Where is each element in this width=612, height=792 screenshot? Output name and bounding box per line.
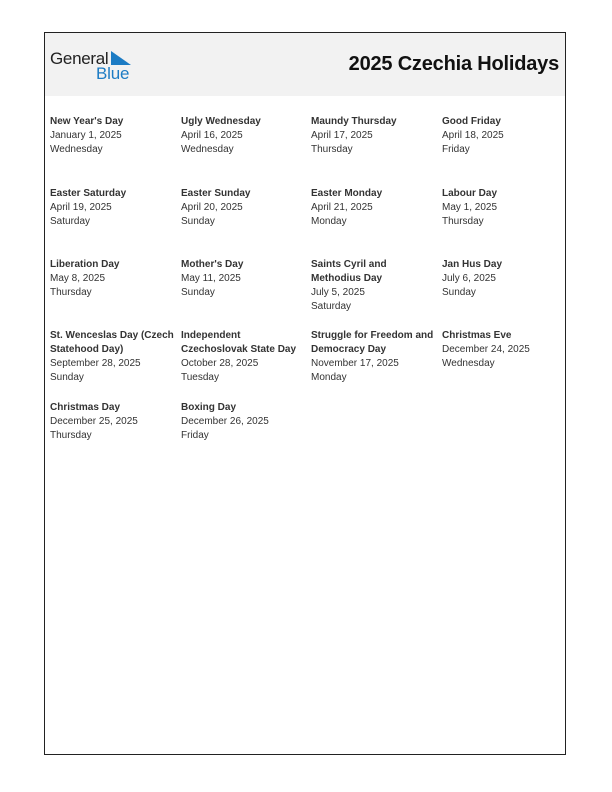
holiday-weekday: Thursday (442, 216, 484, 227)
holiday-weekday: Thursday (50, 287, 92, 298)
holiday-item (442, 329, 562, 371)
holiday-weekday: Friday (442, 144, 470, 155)
holiday-name: Saints Cyril and Methodius Day (311, 259, 387, 284)
holiday-date: November 17, 2025 (311, 358, 399, 369)
holiday-item (181, 187, 309, 229)
holiday-name: Liberation Day (50, 259, 120, 270)
holiday-date: April 17, 2025 (311, 130, 373, 141)
holiday-name: Easter Monday (311, 188, 383, 199)
holiday-name: Independent Czechoslovak State Day (181, 330, 297, 355)
holiday-date: July 5, 2025 (311, 287, 365, 298)
page-title: 2025 Czechia Holidays (348, 53, 559, 75)
holiday-item (50, 187, 178, 229)
holiday-item (50, 401, 178, 443)
holiday-name: Jan Hus Day (442, 259, 503, 270)
holiday-item (50, 115, 178, 157)
holiday-weekday: Thursday (311, 144, 353, 155)
page-frame (44, 32, 566, 755)
holiday-item (181, 329, 305, 385)
holiday-item (442, 258, 570, 300)
holiday-date: April 21, 2025 (311, 202, 373, 213)
holiday-item (311, 329, 437, 385)
holiday-weekday: Sunday (181, 216, 215, 227)
holiday-name: Good Friday (442, 116, 501, 127)
holiday-date: October 28, 2025 (181, 358, 259, 369)
holiday-item (181, 401, 309, 443)
holiday-date: December 26, 2025 (181, 416, 269, 427)
holiday-name: Ugly Wednesday (181, 116, 261, 127)
holiday-weekday: Tuesday (181, 372, 219, 383)
holiday-date: April 16, 2025 (181, 130, 243, 141)
holiday-weekday: Saturday (50, 216, 91, 227)
holiday-item (50, 258, 178, 300)
holiday-weekday: Sunday (442, 287, 476, 298)
holiday-date: January 1, 2025 (50, 130, 122, 141)
holiday-weekday: Friday (181, 430, 209, 441)
holiday-name: Christmas Day (50, 402, 121, 413)
holiday-item (442, 115, 570, 157)
holiday-date: May 8, 2025 (50, 273, 106, 284)
holiday-date: April 20, 2025 (181, 202, 243, 213)
header-band (45, 33, 565, 96)
holiday-item (311, 115, 439, 157)
holiday-name: Struggle for Freedom and Democracy Day (311, 330, 434, 355)
holiday-weekday: Sunday (50, 372, 84, 383)
holiday-date: April 19, 2025 (50, 202, 112, 213)
holiday-name: Labour Day (442, 188, 498, 199)
holiday-date: September 28, 2025 (50, 358, 141, 369)
holiday-weekday: Sunday (181, 287, 215, 298)
holiday-date: December 24, 2025 (442, 344, 530, 355)
holiday-item (50, 329, 174, 385)
holiday-item (311, 258, 411, 314)
holiday-weekday: Thursday (50, 430, 92, 441)
holiday-item (442, 187, 570, 229)
holiday-item (181, 115, 309, 157)
holiday-weekday: Wednesday (442, 358, 495, 369)
holiday-weekday: Wednesday (50, 144, 103, 155)
logo-word-blue: Blue (96, 64, 130, 83)
holiday-date: May 11, 2025 (181, 273, 241, 284)
holiday-item (311, 187, 439, 229)
holiday-name: Easter Saturday (50, 188, 127, 199)
holiday-name: Easter Sunday (181, 188, 251, 199)
holiday-date: July 6, 2025 (442, 273, 496, 284)
holiday-date: May 1, 2025 (442, 202, 498, 213)
holiday-weekday: Monday (311, 216, 347, 227)
holiday-weekday: Monday (311, 372, 347, 383)
holiday-name: Mother's Day (181, 259, 244, 270)
holiday-name: St. Wenceslas Day (Czech Statehood Day) (50, 330, 174, 355)
generalblue-logo (50, 49, 140, 83)
holiday-date: April 18, 2025 (442, 130, 504, 141)
holiday-name: Maundy Thursday (311, 116, 397, 127)
logo-word-general: General (50, 49, 109, 68)
logo-triangle-icon (111, 51, 131, 65)
holiday-name: Boxing Day (181, 402, 237, 413)
holiday-name: Christmas Eve (442, 330, 512, 341)
holiday-name: New Year's Day (50, 116, 124, 127)
holiday-date: December 25, 2025 (50, 416, 138, 427)
holiday-weekday: Saturday (311, 301, 352, 312)
holiday-item (181, 258, 309, 300)
holiday-weekday: Wednesday (181, 144, 234, 155)
